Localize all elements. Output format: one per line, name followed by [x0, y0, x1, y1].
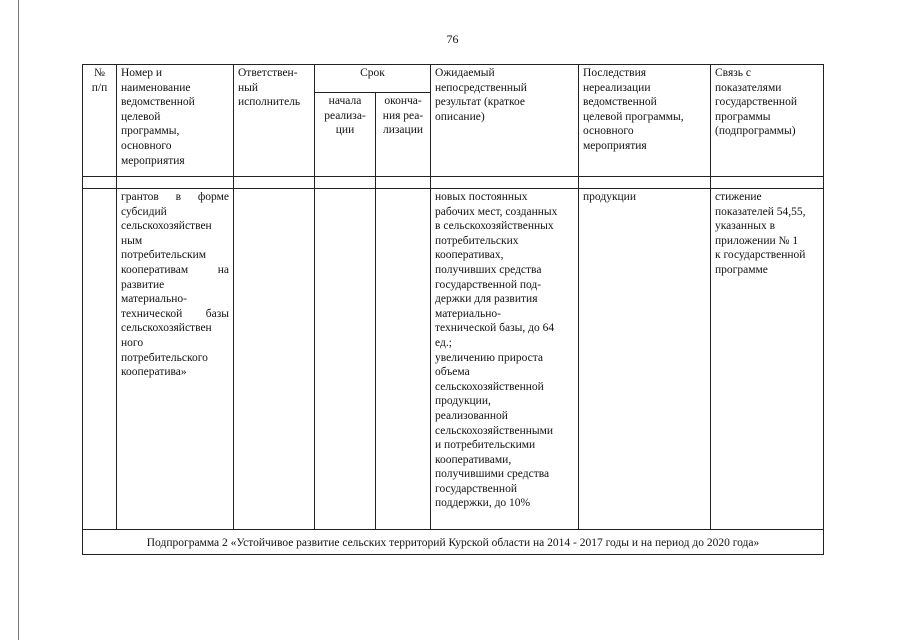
cell-num	[83, 189, 117, 530]
header-num: № п/п	[83, 65, 117, 177]
cell-name: грантов в форме субсидий сельскохозяйствен ным потребительским кооперативам на развитие материально- технической базы сельскохозяйствен ного потребительского кооператива»	[117, 189, 234, 530]
header-link: Связь с показателями государственной программы (подпрограммы)	[711, 65, 824, 177]
cell-term-start	[315, 189, 376, 530]
table-row	[83, 189, 824, 530]
cell-link: стижение показателей 54,55, указанных в приложении № 1 к государственной программе	[711, 189, 824, 530]
header-name: Номер и наименование ведомственной целевой программы, основного мероприятия	[117, 65, 234, 177]
program-table	[82, 64, 824, 555]
cell-expected: новых постоянных рабочих мест, созданных в сельскохозяйственных потребительских кооперативах, получивших средства государственной под- держки для развития материально- технической базы, до 64 ед.; увеличению прироста объема сельскохозяйственной продукции, реализованной сельскохозяйственными и потребительскими кооперативами, получившими средства государственной поддержки, до 10%	[431, 189, 579, 530]
header-term: Срок	[315, 65, 431, 93]
header-expected: Ожидаемый непосредственный результат (краткое описание)	[431, 65, 579, 177]
subprogram-row	[83, 530, 824, 555]
header-term-start: начала реализа- ции	[315, 93, 376, 177]
spacer-row	[83, 177, 824, 189]
page-number: 76	[446, 32, 459, 46]
cell-term-end	[376, 189, 431, 530]
subprogram-title: Подпрограмма 2 «Устойчивое развитие сельских территорий Курской области на 2014 - 2017 годы и на период до 2020 года»	[83, 530, 824, 555]
scan-edge-line	[18, 0, 19, 640]
cell-responsible	[234, 189, 315, 530]
cell-consequences: продукции	[579, 189, 711, 530]
header-consequences: Последствия нереализации ведомственной целевой программы, основного мероприятия	[579, 65, 711, 177]
header-term-end: оконча- ния реа- лизации	[376, 93, 431, 177]
header-responsible: Ответствен- ный исполнитель	[234, 65, 315, 177]
header-row	[83, 65, 824, 93]
